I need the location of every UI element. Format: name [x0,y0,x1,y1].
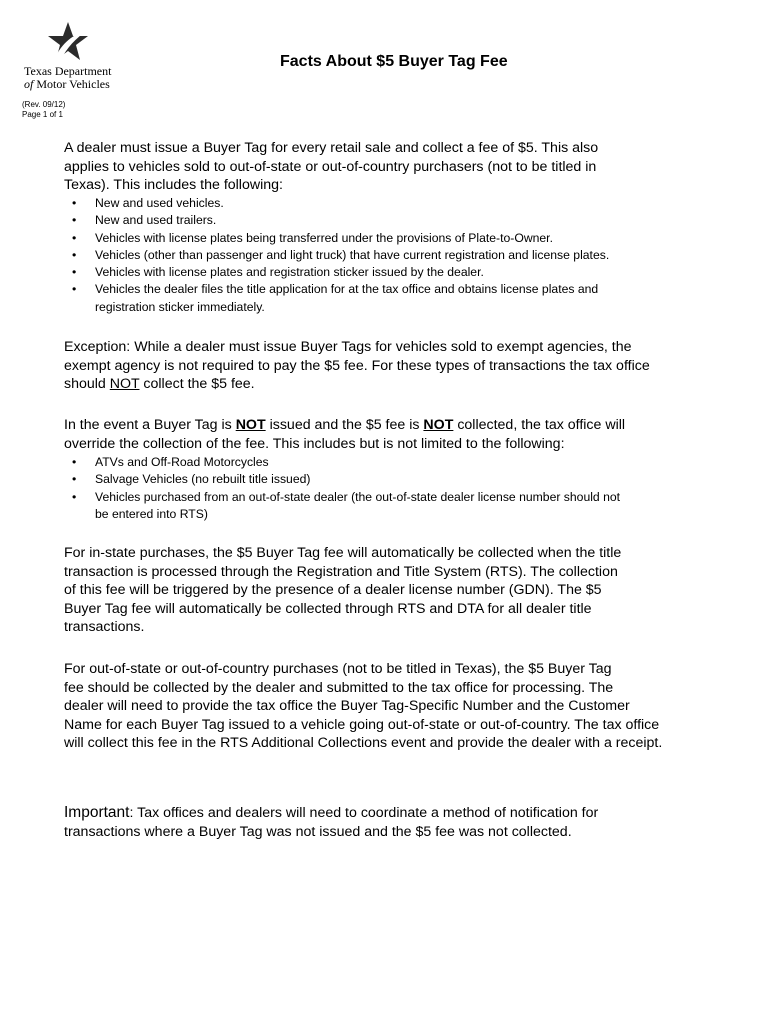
not-emphasis: NOT [109,376,140,392]
list-item: • Vehicles with license plates and registration sticker issued by the dealer. [72,264,702,281]
page-number: Page 1 of 1 [22,110,63,119]
revision-info [22,100,65,120]
instate-paragraph: For in-state purchases, the $5 Buyer Tag fee will automatically be collected when the title transaction is processed through the Registration and Title System (RTS). The collection of this fee will be triggered by the presence of a dealer license number (GDN). The $5 Buyer Tag fee will automatically be collected through RTS and DTA for all dealer title transactions. [64,545,622,635]
important-note: Important: Tax offices and dealers will need to coordinate a method of notification for transactions where a Buyer Tag was not issued and the $5 fee was not collected. [64,804,599,840]
list-item: • New and used trailers. [72,212,702,229]
list-item: • Vehicles (other than passenger and light truck) that have current registration and license plates. [72,247,702,264]
revision-date: (Rev. 09/12) [22,100,66,109]
org-name-line1: Texas Department [24,64,112,78]
list-item: • New and used vehicles. [72,195,702,212]
list-item: • ATVs and Off-Road Motorcycles [72,454,702,471]
not-emphasis: NOT [235,417,266,433]
not-emphasis: NOT [423,417,454,433]
list-item: • Vehicles purchased from an out-of-state dealer (the out-of-state dealer license number should not be entered into RTS) [72,489,702,524]
star-logo-icon [46,20,90,64]
list-item: • Salvage Vehicles (no rebuilt title issued) [72,471,702,488]
exception-paragraph: Exception: While a dealer must issue Buyer Tags for vehicles sold to exempt agencies, the exempt agency is not required to pay the $5 fee. For these types of transactions the tax office should NOT collect the $5 fee. [64,339,650,392]
list-item: • Vehicles with license plates being transferred under the provisions of Plate-to-Owner. [72,230,702,247]
intro-paragraph: A dealer must issue a Buyer Tag for every retail sale and collect a fee of $5. This also applies to vehicles sold to out-of-state or out-of-country purchasers (not to be titled in Texas). This includes the following: [64,140,599,193]
important-label: Important [64,804,130,821]
event-paragraph: In the event a Buyer Tag is NOT issued and the $5 fee is NOT collected, the tax office will override the collection of the fee. This includes but is not limited to the following: [64,417,626,452]
org-name-line2: of Motor Vehicles [24,77,110,91]
page-title: Facts About $5 Buyer Tag Fee [280,53,508,70]
event-bullet-list [72,454,702,523]
intro-bullet-list [72,195,702,316]
out-of-state-paragraph: For out-of-state or out-of-country purchases (not to be titled in Texas), the $5 Buyer Tag fee should be collected by the dealer and submitted to the tax office for processing. The dealer will need to provide the tax office the Buyer Tag-Specific Number and the Customer Name for each Buyer Tag issued to a vehicle going out-of-state or out-of-country. The tax office will collect this fee in the RTS Additional Collections event and provide the dealer with a receipt. [64,661,663,751]
list-item: • Vehicles the dealer files the title application for at the tax office and obtains license plates and registration sticker immediately. [72,281,702,316]
